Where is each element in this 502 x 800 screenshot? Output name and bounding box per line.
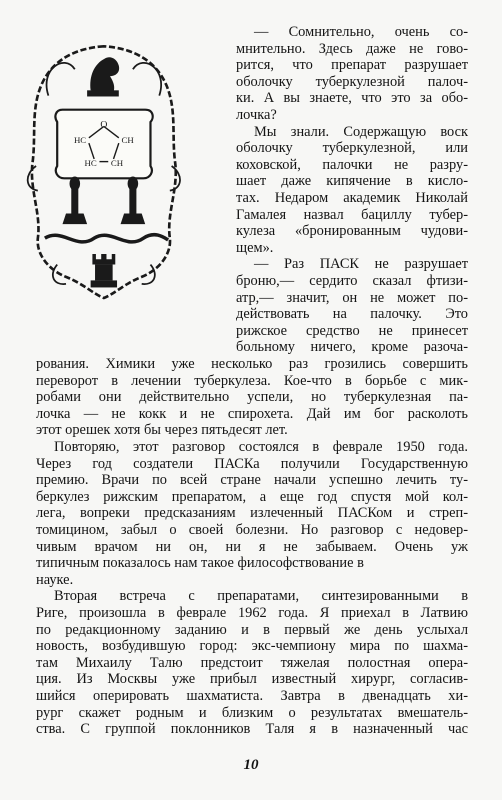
text-line: премию. Врачи по всей стране начали успешно лечить ту-	[36, 472, 468, 489]
ring-label-ch-bottom: CH	[110, 158, 124, 168]
text-line: оболочку туберкулезной палоч-	[236, 73, 468, 90]
text-line: рится, что препарат разрушает	[236, 57, 468, 74]
text-line: ства. С группой поклонников Таля я в назначенный час	[36, 721, 468, 738]
text-line: Через год создатели ПАСКа получили Государственную	[36, 455, 468, 472]
text-line: — Сомнительно, очень со-	[254, 24, 468, 40]
text-line: оболочку туберкулезной, или	[236, 140, 468, 157]
text-line: броню,— сердито сказал фтизи-	[236, 273, 468, 289]
text-line: томицином, забыл о своей болезни. Но разговор с недовер-	[36, 522, 468, 538]
text-line: Гамалея назвал бациллу тубер-	[236, 206, 468, 223]
text-line: рижское средство не принесет	[236, 322, 468, 339]
ring-label-o: O	[100, 119, 108, 131]
text-line: Вторая встреча с препаратами, синтезированными в	[54, 588, 468, 605]
text-line: беркулез рижским препаратом, а еще год спустя мой кол-	[36, 488, 468, 505]
ring-label-ch-right: CH	[121, 135, 134, 146]
text-line: тах. Недаром академик Николай	[236, 190, 468, 206]
text-line: науке.	[36, 571, 74, 588]
text-line: больному ничего, кроме разоча-	[236, 339, 468, 356]
chess-illustration	[22, 34, 186, 303]
text-line: щем».	[236, 239, 274, 256]
text-line: Повторяю, этот разговор состоялся в феврале 1950 года.	[54, 439, 468, 455]
text-line: мнительно. Здесь даже не гово-	[236, 40, 468, 57]
text-line: там Михаилу Талю предстоит тяжелая полостная опера-	[36, 654, 468, 671]
ring-label-hc-left: HC	[73, 135, 87, 146]
text-line: этот орешек хотя бы через пятьдесят лет.	[36, 422, 288, 439]
text-line: переворот в лечении туберкулеза. Кое-что в борьбе с мик-	[36, 372, 468, 389]
text-line: лочка?	[236, 107, 277, 123]
text-line: ки. А вы знаете, что это за обо-	[236, 90, 468, 107]
text-line: шает даже кипячение в кисло-	[236, 173, 468, 190]
text-line: рург скажет родным и близким о результатах вмешатель-	[36, 704, 468, 721]
text-line: атр,— значит, он не может по-	[236, 289, 468, 306]
text-line: коховской, палочки не разру-	[236, 156, 468, 173]
text-line: — Раз ПАСК не разрушает	[254, 256, 468, 273]
chess-illustration-svg	[22, 34, 186, 303]
text-line: лочка — не кокк и не спирохета. Дай им бог расколоть	[36, 405, 468, 422]
text-line: ция. Из Москвы уже прибыл известный хирург, согласив-	[36, 671, 468, 688]
text-line: лега, вопреки предсказаниям излеченный ПАСКом и стреп-	[36, 505, 468, 522]
text-line: действовать на палочку. Это	[236, 306, 468, 323]
text-line: робами они действительно успели, но туберкулезная па-	[36, 389, 468, 406]
text-line: по редакционному заданию и в первый же день услыхал	[36, 621, 468, 638]
text-line: кулеза «бронированным чудови-	[236, 223, 468, 240]
text-line: шийся оперировать шахматиста. Завтра в двенадцать хи-	[36, 688, 468, 704]
text-line: Риге, произошла в феврале 1962 года. Я приехал в Латвию	[36, 605, 468, 621]
text-line: новость, возбудившую город: экс-чемпиону мира по шахма-	[36, 638, 468, 655]
text-line: чивым врачом ни он, ни я не забываем. Очень уж	[36, 538, 468, 555]
text-line: Мы знали. Содержащую воск	[254, 123, 468, 140]
ring-label-hc-bottom: HC	[84, 158, 97, 168]
text-line: типичным показалось нам такое философствование в	[36, 555, 364, 572]
page-number: 10	[243, 757, 259, 773]
text-line: рования. Химики уже несколько раз грозились совершить	[36, 356, 468, 372]
